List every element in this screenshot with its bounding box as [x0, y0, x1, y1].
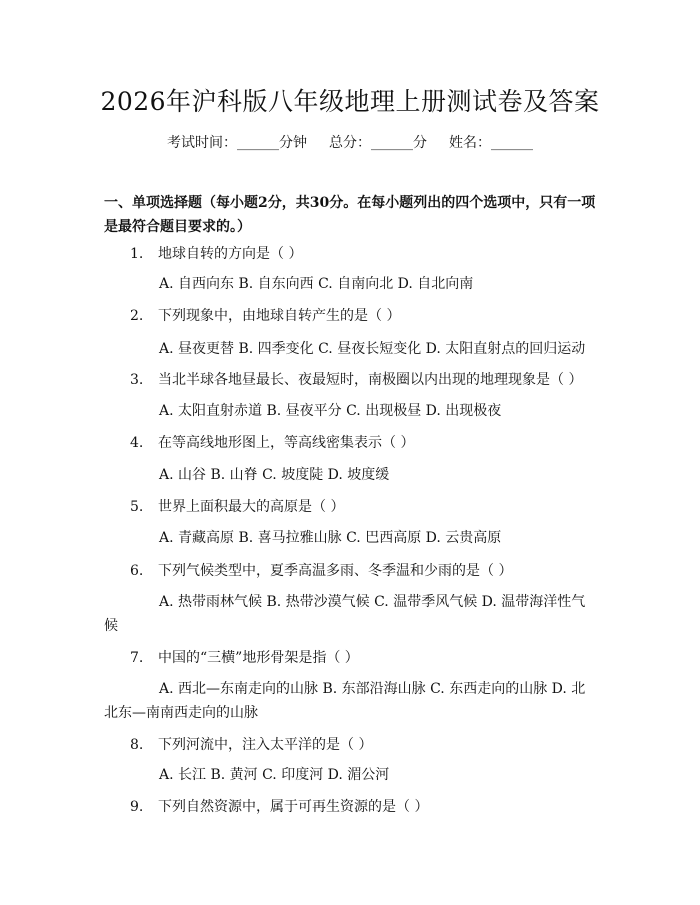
- question-number: 4.: [130, 435, 144, 451]
- question-options: A. 青藏高原 B. 喜马拉雅山脉 C. 巴西高原 D. 云贵高原: [159, 530, 502, 546]
- exam-time-label: 考试时间：______分钟: [167, 135, 307, 151]
- question-options: A. 长江 B. 黄河 C. 印度河 D. 湄公河: [159, 767, 390, 783]
- exam-meta: [0, 132, 700, 152]
- section-heading: 一、单项选择题（每小题2分，共30分。在每小题列出的四个选项中，只有一项是最符合题目要求的。）: [104, 195, 596, 235]
- question-text: 下列自然资源中，属于可再生资源的是（ ）: [158, 799, 429, 815]
- question-text: 世界上面积最大的高原是（ ）: [158, 499, 345, 515]
- total-score-label: 总分：______分: [329, 135, 427, 151]
- question-number: 9.: [130, 799, 144, 815]
- question-number: 7.: [130, 650, 144, 666]
- question-options: A. 太阳直射赤道 B. 昼夜平分 C. 出现极昼 D. 出现极夜: [159, 403, 502, 419]
- question-text: 下列气候类型中，夏季高温多雨、冬季温和少雨的是（ ）: [158, 563, 513, 579]
- question-text: 当北半球各地昼最长、夜最短时，南极圈以内出现的地理现象是（ ）: [158, 372, 583, 388]
- question-text: 在等高线地形图上，等高线密集表示（ ）: [158, 435, 415, 451]
- question-number: 8.: [130, 737, 144, 753]
- question-options: A. 山谷 B. 山脊 C. 坡度陡 D. 坡度缓: [159, 467, 390, 483]
- question-text: 中国的“三横”地形骨架是指（ ）: [158, 650, 359, 666]
- question-text: 下列现象中，由地球自转产生的是（ ）: [158, 308, 401, 324]
- question-number: 2.: [130, 308, 144, 324]
- question-text: 地球自转的方向是（ ）: [158, 246, 303, 262]
- question-options: A. 昼夜更替 B. 四季变化 C. 昼夜长短变化 D. 太阳直射点的回归运动: [159, 341, 586, 357]
- question-options: A. 自西向东 B. 自东向西 C. 自南向北 D. 自北向南: [159, 276, 474, 292]
- question-number: 5.: [130, 499, 144, 515]
- page-title: 2026年沪科版八年级地理上册测试卷及答案: [100, 87, 600, 116]
- question-number: 6.: [130, 563, 144, 579]
- question-text: 下列河流中，注入太平洋的是（ ）: [158, 737, 373, 753]
- student-name-label: 姓名：______: [449, 135, 533, 151]
- question-options: A. 西北—东南走向的山脉 B. 东部沿海山脉 C. 东西走向的山脉 D. 北北东—南南西走向的山脉: [104, 681, 586, 721]
- question-number: 1.: [130, 246, 144, 262]
- question-number: 3.: [130, 372, 144, 388]
- question-options: A. 热带雨林气候 B. 热带沙漠气候 C. 温带季风气候 D. 温带海洋性气候: [104, 594, 586, 634]
